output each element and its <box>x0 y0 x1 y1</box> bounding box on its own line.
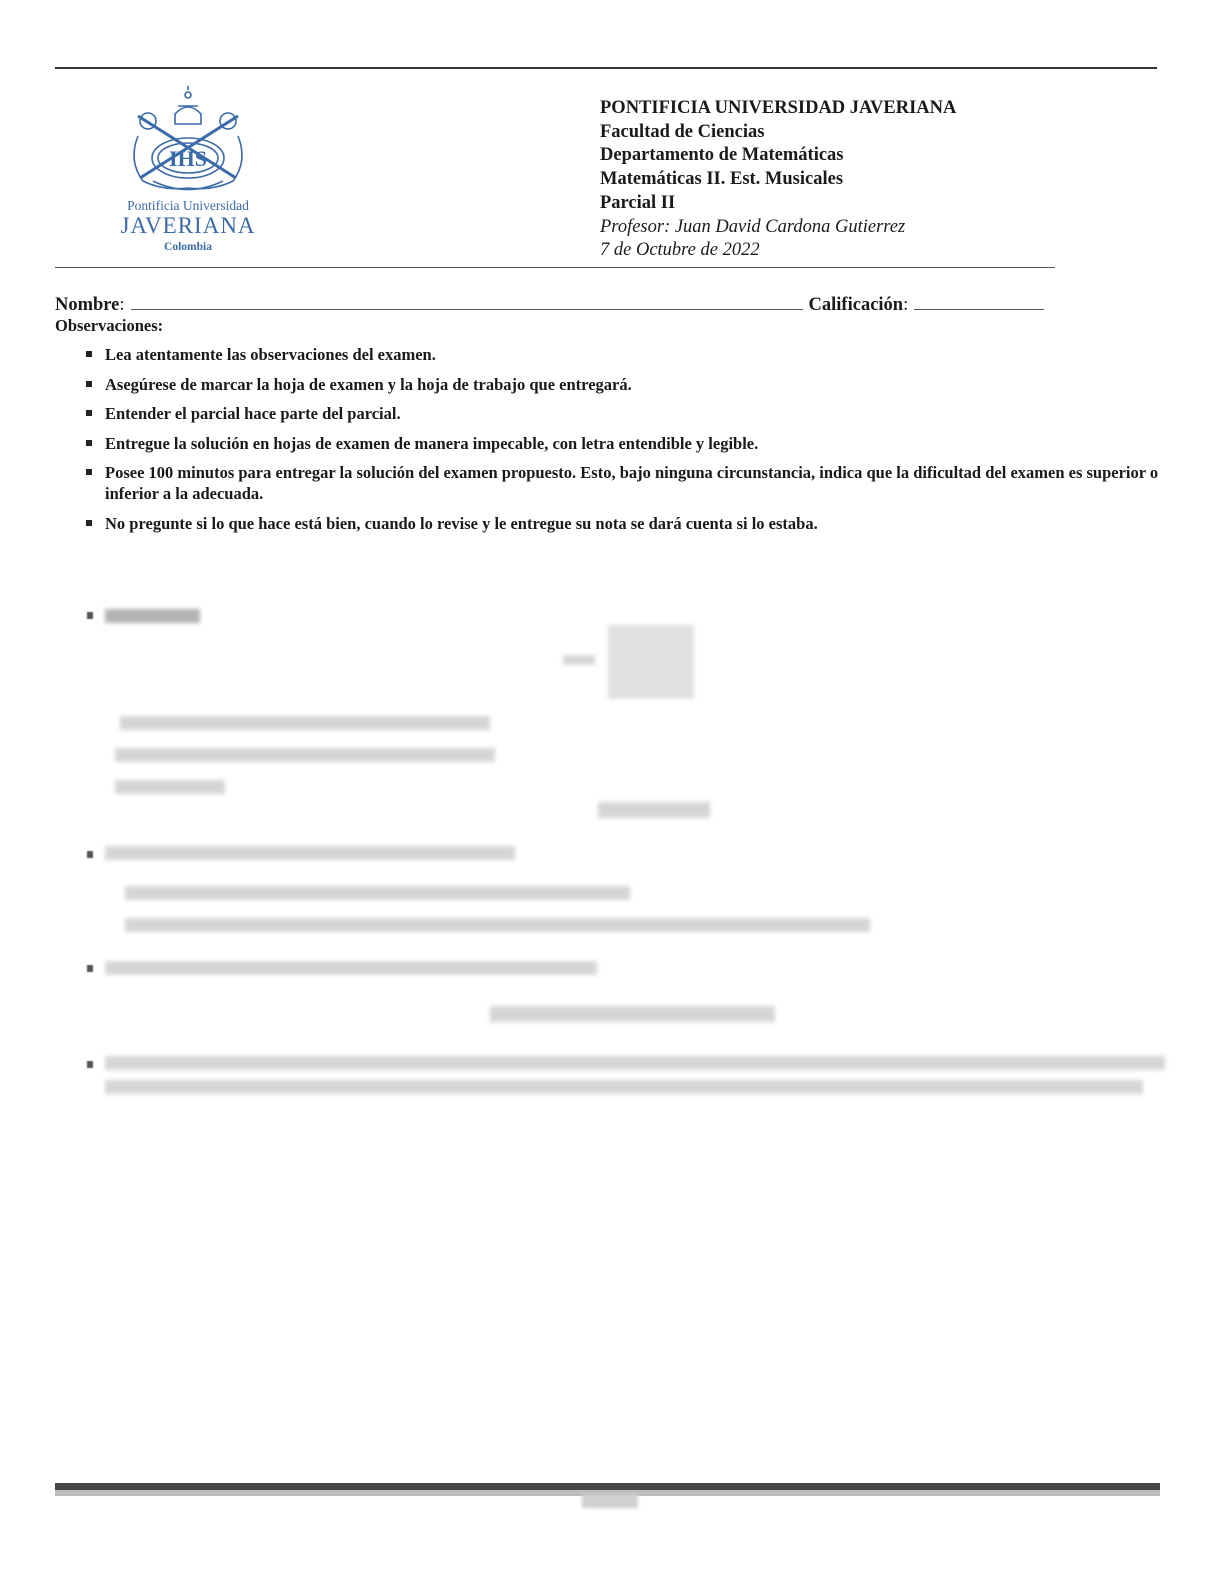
redacted-question-4-line <box>105 1056 1165 1070</box>
observation-item <box>86 433 1161 454</box>
redacted-matrix <box>608 625 694 699</box>
bullet-icon <box>87 965 93 972</box>
bullet-icon <box>87 1061 93 1068</box>
redacted-equation <box>598 802 710 818</box>
exam-date: 7 de Octubre de 2022 <box>600 240 760 261</box>
university-name: PONTIFICIA UNIVERSIDAD JAVERIANA <box>600 98 957 118</box>
redacted-question-3-heading <box>105 961 597 975</box>
emblem-text: IHS <box>169 146 207 171</box>
university-logo <box>108 86 268 258</box>
course-name: Matemáticas II. Est. Musicales <box>600 169 844 190</box>
logo-line2: JAVERIANA <box>120 213 256 238</box>
name-label: Nombre <box>55 295 120 315</box>
redacted-subitem <box>120 716 490 730</box>
observation-item <box>86 462 1161 504</box>
grade-label: Calificación <box>808 295 904 315</box>
observations-list <box>86 344 1161 542</box>
observation-text: No pregunte si lo que hace está bien, cuando lo revise y le entregue su nota se dará cuenta si lo estaba. <box>105 513 818 533</box>
observation-item <box>86 403 1161 424</box>
observations-title: Observaciones: <box>55 316 164 335</box>
department-name: Departamento de Matemáticas <box>600 145 844 166</box>
observation-item <box>86 374 1161 395</box>
redacted-subitem <box>125 918 870 932</box>
exam-header <box>600 97 956 263</box>
observation-item <box>86 344 1161 365</box>
redacted-question-2-heading <box>105 846 515 860</box>
bullet-icon <box>86 351 92 357</box>
top-rule <box>55 67 1157 69</box>
observation-text: Lea atentamente las observaciones del examen. <box>105 345 436 364</box>
redacted-question-1-heading <box>105 609 200 623</box>
footer-rule <box>55 1483 1160 1490</box>
faculty-name: Facultad de Ciencias <box>600 121 765 142</box>
redacted-question-4-line <box>105 1080 1143 1094</box>
redacted-subitem <box>115 748 495 762</box>
observation-text: Posee 100 minutos para entregar la solución del examen propuesto. Esto, bajo ninguna circunstancia, indica que la dificultad del examen es superior o inferior a la adecuada. <box>105 463 1159 503</box>
redacted-subitem <box>115 780 225 794</box>
student-fields <box>55 291 1065 316</box>
name-field[interactable] <box>131 291 803 310</box>
grade-field[interactable] <box>914 291 1044 310</box>
redacted-equation <box>490 1006 775 1022</box>
bullet-icon <box>86 410 92 416</box>
bullet-icon <box>86 381 92 387</box>
observation-text: Asegúrese de marcar la hoja de examen y la hoja de trabajo que entregará. <box>105 374 632 394</box>
bullet-icon <box>86 440 92 446</box>
grade-colon: : <box>903 295 909 315</box>
exam-title: Parcial II <box>600 192 676 213</box>
bullet-icon <box>86 469 92 475</box>
observation-item <box>86 513 1161 534</box>
professor-name: Profesor: Juan David Cardona Gutierrez <box>600 216 906 237</box>
redacted-subitem <box>125 886 630 900</box>
bullet-icon <box>86 520 92 526</box>
redacted-page-number <box>582 1494 638 1508</box>
observation-text: Entregue la solución en hojas de examen de manera impecable, con letra entendible y legible. <box>105 433 759 453</box>
logo-line3: Colombia <box>164 241 212 253</box>
header-rule <box>55 267 1055 268</box>
name-colon: : <box>119 295 125 315</box>
logo-line1: Pontificia Universidad <box>127 198 249 213</box>
observation-text: Entender el parcial hace parte del parcial. <box>105 404 401 423</box>
bullet-icon <box>87 851 93 858</box>
redacted-matrix-label <box>563 655 595 665</box>
bullet-icon <box>87 612 93 619</box>
